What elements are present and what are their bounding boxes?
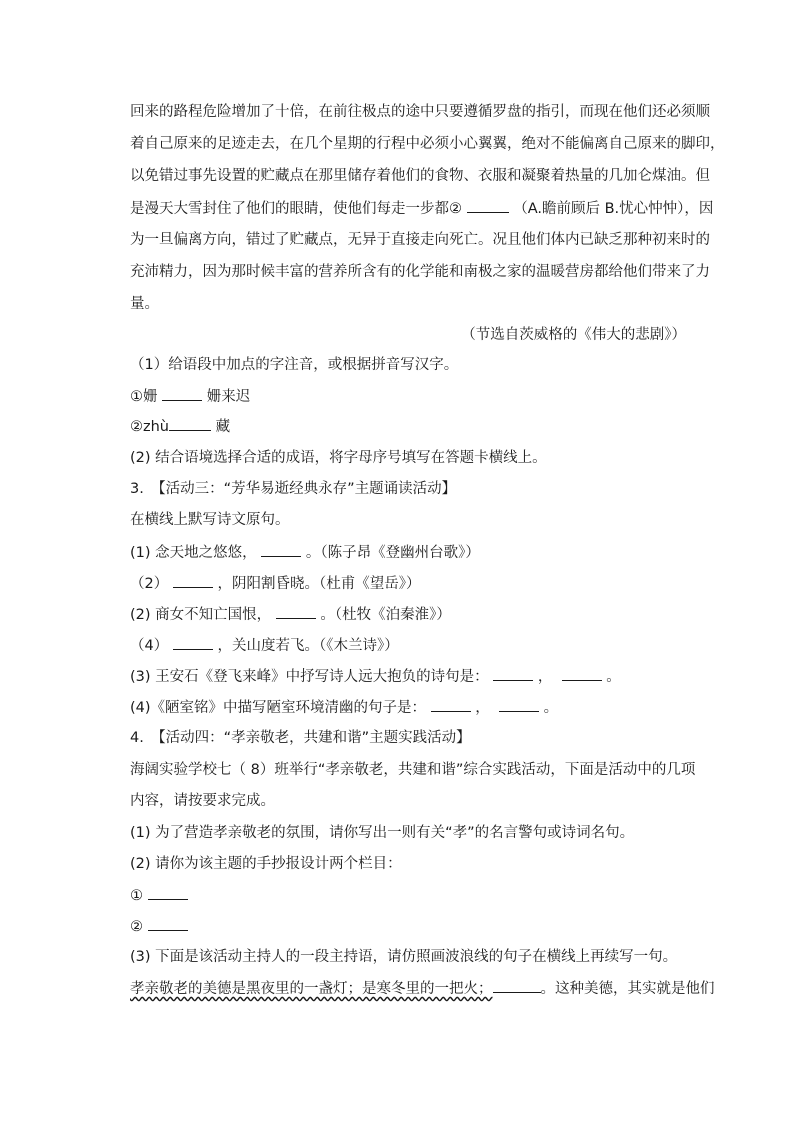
q3-item-6-comma: ， bbox=[475, 700, 490, 716]
blank-continue-sentence[interactable] bbox=[493, 978, 541, 993]
q3-item-2-prefix: （2） bbox=[130, 576, 169, 592]
q4-part-2: (2) 请你为该主题的手抄报设计两个栏目： bbox=[130, 856, 402, 872]
q1-item-a-suffix: 姗来迟 bbox=[206, 389, 251, 405]
q4-column-1 bbox=[130, 885, 690, 906]
q4-part-3: (3) 下面是该活动主持人的一段主持语，请仿照画波浪线的句子在横线上再续写一句。 bbox=[130, 949, 678, 965]
blank-q3-5b[interactable] bbox=[562, 666, 602, 681]
q3-item-3-suffix: 。（杜牧《泊秦淮》） bbox=[320, 607, 451, 623]
q4-host-speech-continuation: 。这种美德，其实就是他们 bbox=[540, 981, 715, 997]
q3-item-5 bbox=[130, 666, 690, 687]
q4-part-1: (1) 为了营造孝亲敬老的氛围，请你写出一则有关“孝”的名言警句或诗词名句。 bbox=[130, 825, 635, 841]
passage-line-6: 充沛精力，因为那时候丰富的营养所含有的化学能和南极之家的温暖营房都给他们带来了力 bbox=[130, 264, 710, 280]
q1-item-b bbox=[130, 416, 690, 437]
blank-q3-4[interactable] bbox=[173, 635, 213, 650]
blank-q3-1[interactable] bbox=[261, 542, 301, 557]
q4-column-2 bbox=[130, 916, 690, 937]
q3-item-6-end: 。 bbox=[543, 700, 559, 716]
q1-item-a-prefix: ①姗 bbox=[130, 389, 158, 405]
blank-hanzi[interactable] bbox=[169, 416, 211, 431]
blank-q3-6a[interactable] bbox=[431, 697, 471, 712]
passage-line-4-end: （A.瞻前顾后 B.忧心忡忡），因 bbox=[513, 201, 714, 217]
q3-item-1-suffix: 。（陈子昂《登幽州台歌》） bbox=[305, 545, 480, 561]
blank-column-1[interactable] bbox=[148, 885, 188, 900]
q3-item-6 bbox=[130, 697, 690, 718]
q3-item-3-prefix: (2) 商女不知亡国恨， bbox=[130, 607, 272, 623]
q3-item-2-suffix: ，阴阳割昏晓。（杜甫《望岳》） bbox=[217, 576, 421, 592]
q3-item-4-prefix: （4） bbox=[130, 638, 169, 654]
q1-item-b-suffix: 藏 bbox=[215, 419, 231, 435]
passage-line-3: 以免错过事先设置的贮藏点在那里储存着他们的食物、衣服和凝聚着热量的几加仑煤油。但 bbox=[130, 168, 710, 184]
blank-idiom[interactable] bbox=[467, 198, 509, 213]
passage-line-5: 为一旦偏离方向，错过了贮藏点，无异于直接走向死亡。况且他们体内已缺乏那种初来时的 bbox=[130, 232, 710, 248]
q3-item-1 bbox=[130, 542, 690, 563]
blank-q3-3[interactable] bbox=[276, 604, 316, 619]
passage-line-7: 量。 bbox=[130, 296, 159, 312]
q3-item-5-comma: ， bbox=[537, 669, 553, 685]
q3-heading: 3. 【活动三：“芳华易逝经典永存”主题诵读活动】 bbox=[130, 481, 457, 497]
blank-q3-5a[interactable] bbox=[493, 666, 533, 681]
q3-item-6-prefix: (4)《陋室铭》中描写陋室环境清幽的句子是： bbox=[130, 700, 427, 716]
q4-column-1-marker: ① bbox=[130, 888, 143, 904]
passage-line-4 bbox=[130, 198, 714, 219]
q1-item-a bbox=[130, 386, 690, 407]
q3-item-4-suffix: ，关山度若飞。（《木兰诗》） bbox=[217, 638, 399, 654]
q4-intro-1: 海阔实验学校七（ 8）班举行“孝亲敬老，共建和谐”综合实践活动，下面是活动中的几项 bbox=[130, 762, 696, 778]
q3-item-2 bbox=[130, 573, 690, 594]
passage-line-4-start: 是漫天大雪封住了他们的眼睛，使他们每走一步都② bbox=[130, 201, 462, 217]
q3-item-5-prefix: (3) 王安石《登飞来峰》中抒写诗人远大抱负的诗句是： bbox=[130, 669, 489, 685]
passage-line-1: 回来的路程危险增加了十倍，在前往极点的途中只要遵循罗盘的指引，而现在他们还必须顺 bbox=[130, 104, 710, 120]
passage-line-2: 着自己原来的足迹走去，在几个星期的行程中必须小心翼翼，绝对不能偏离自己原来的脚印， bbox=[130, 136, 725, 152]
passage-source: （节选自茨威格的《伟大的悲剧》） bbox=[461, 327, 686, 343]
wavy-underlined-sentence: 孝亲敬老的美德是黑夜里的一盏灯；是寒冬里的一把火； bbox=[130, 981, 493, 997]
q4-intro-2: 内容，请按要求完成。 bbox=[130, 793, 275, 809]
q1-intro: （1）给语段中加点的字注音，或根据拼音写汉字。 bbox=[130, 357, 459, 373]
q3-item-1-prefix: (1) 念天地之悠悠， bbox=[130, 545, 257, 561]
q3-item-3 bbox=[130, 604, 690, 625]
q3-item-4 bbox=[130, 635, 690, 656]
q1-sub2: (2) 结合语境选择合适的成语，将字母序号填写在答题卡横线上。 bbox=[130, 450, 547, 466]
blank-column-2[interactable] bbox=[148, 916, 188, 931]
q4-heading: 4. 【活动四：“孝亲敬老，共建和谐”主题实践活动】 bbox=[130, 730, 471, 746]
q4-host-speech bbox=[130, 978, 715, 999]
q3-instruction: 在横线上默写诗文原句。 bbox=[130, 512, 290, 528]
q3-item-5-end: 。 bbox=[606, 669, 621, 685]
blank-q3-6b[interactable] bbox=[499, 697, 539, 712]
blank-q3-2[interactable] bbox=[173, 573, 213, 588]
q4-column-2-marker: ② bbox=[130, 919, 143, 935]
q1-item-b-prefix: ②zhù bbox=[130, 419, 169, 435]
blank-pinyin[interactable] bbox=[162, 386, 202, 401]
